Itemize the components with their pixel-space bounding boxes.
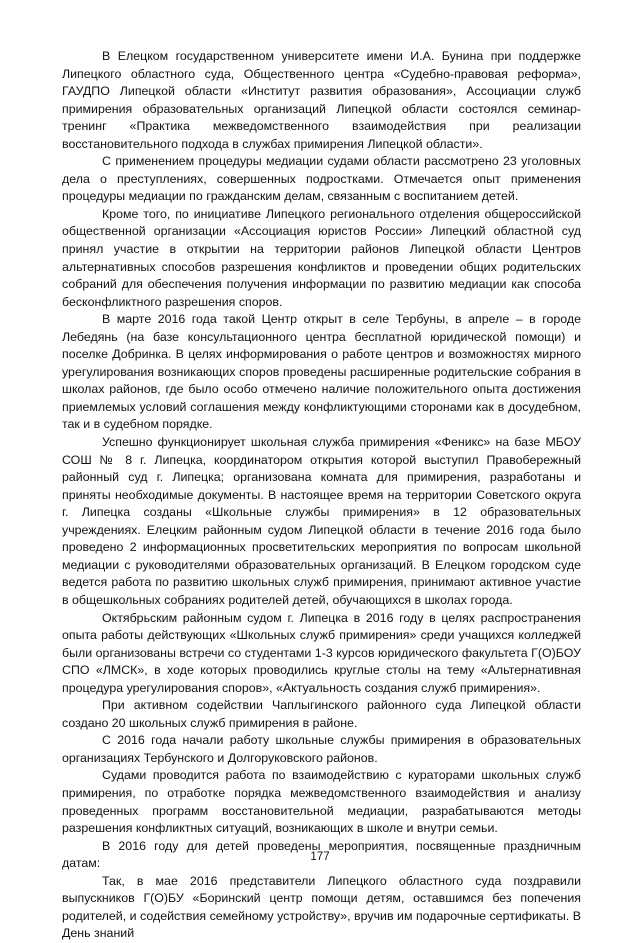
paragraph: Так, в мае 2016 представители Липецкого областного суда поздравили выпускников Г(О)БУ «Боринский центр помощи детям, оставшимся без попечения родителей, и содействия семейному устройству», вручив им подарочные сертификаты. В День знаний	[62, 873, 581, 941]
paragraph: В 2016 году для детей проведены мероприятия, посвященные праздничным датам:	[62, 838, 581, 871]
paragraph: Судами проводится работа по взаимодействию с кураторами школьных служб примирения, по отработке порядка межведомственного взаимодействия и анализу проведенных программ восстановительной медиации, разрабатываются методы разрешения конфликтных ситуаций, возникающих в школе и внутри семьи.	[62, 768, 581, 836]
paragraph: При активном содействии Чаплыгинского районного суда Липецкой области создано 20 школьных служб примирения в районе.	[62, 698, 581, 730]
paragraph: С применением процедуры медиации судами области рассмотрено 23 уголовных дела о преступлениях, совершенных подростками. Отмечается опыт применения процедуры медиации по гражданским делам, связанным с воспитанием детей.	[62, 154, 581, 204]
paragraph: С 2016 года начали работу школьные службы примирения в образовательных организациях Тербунского и Долгоруковского районов.	[62, 733, 581, 765]
paragraph: Октябрьским районным судом г. Липецка в 2016 году в целях распространения опыта работы действующих «Школьных служб примирения» среди учащихся колледжей были организованы встречи со студентами 1-3 курсов юридического факультета Г(О)БОУ СПО «ЛМСК», в ходе которых проводились круглые столы на тему «Альтернативная процедура урегулирования споров», «Актуальность создания служб примирения».	[62, 610, 581, 695]
body-text	[62, 48, 581, 943]
paragraph: Кроме того, по инициативе Липецкого регионального отделения общероссийской общественной организации «Ассоциация юристов России» Липецкий областной суд принял участие в открытии на территории районов Липецкой области Центров альтернативных способов разрешения конфликтов и проведении общих родительских собраний для обеспечения получения информации по развитию медиации как способа бесконфликтного разрешения споров.	[62, 206, 581, 309]
paragraph: Успешно функционирует школьная служба примирения «Феникс» на базе МБОУ СОШ № 8 г. Липецка, координатором открытия которой выступил Правобережный районный суд г. Липецка; организована комната для примирения, разработаны и приняты необходимые документы. В настоящее время на территории Советского округа г. Липецка созданы «Школьные службы примирения» в 12 образовательных учреждениях. Елецким районным судом Липецкой области в течение 2016 года было проведено 2 информационных просветительских мероприятия по вопросам школьной медиации с руководителями образовательных организаций. В Елецком городском суде ведется работа по развитию школьных служб примирения, принимают активное участие в общешкольных собраниях родителей детей, обучающихся в школах города.	[62, 435, 581, 607]
paragraph: В Елецком государственном университете имени И.А. Бунина при поддержке Липецкого областного суда, Общественного центра «Судебно-правовая реформа», ГАУДПО Липецкой области «Институт развития образования», Ассоциации служб примирения образовательных организаций Липецкой области состоялся семинар-тренинг «Практика межведомственного взаимодействия при реализации восстановительного подхода в службах примирения Липецкой области».	[62, 49, 581, 151]
page-number: 177	[310, 851, 330, 863]
paragraph: В марте 2016 года такой Центр открыт в селе Тербуны, в апреле – в городе Лебедянь (на базе консультационного центра бесплатной юридической помощи) и поселке Добринка. В целях информирования о работе центров и возможностях мирного урегулирования возникающих споров проведены расширенные родительские собрания в школах районов, где было особо отмечено наличие положительного опыта достижения приемлемых условий соглашения между конфликтующими сторонами как в досудебном, так и в судебном порядке.	[62, 312, 581, 432]
